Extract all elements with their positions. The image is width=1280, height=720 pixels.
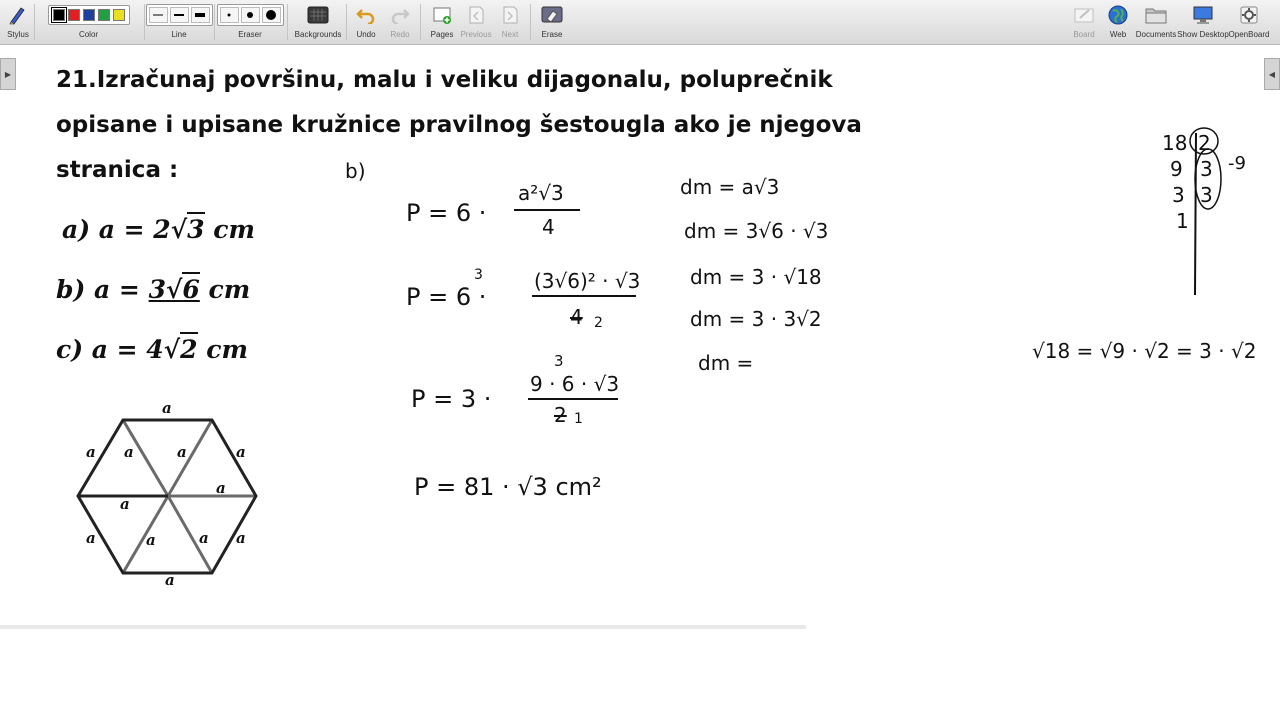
hex-label: a [165, 571, 175, 589]
openboard-button[interactable] [1230, 0, 1268, 44]
area-step-3-numerator: 9 · 6 · √3 [530, 372, 620, 396]
pages-label: Pages [430, 30, 454, 39]
area-step-3-lhs: P = 3 · [411, 385, 492, 413]
erase-label: Erase [541, 30, 563, 39]
eraser-large-button[interactable] [262, 7, 281, 23]
area-step-2-denominator-reduced: 2 [594, 315, 603, 331]
color-swatch[interactable] [98, 9, 110, 21]
web-label: Web [1109, 30, 1127, 39]
whiteboard-canvas[interactable] [0, 45, 1280, 720]
factor-prime: 3 [1200, 157, 1213, 181]
redo-button[interactable] [386, 0, 414, 44]
page-divider [0, 625, 806, 629]
backgrounds-button[interactable] [295, 0, 341, 44]
option-b: b) a = 3√6 cm [56, 275, 250, 304]
eraser-medium-button[interactable] [241, 7, 260, 23]
eraser-size-group[interactable] [220, 0, 280, 44]
area-step-2-denominator: 4 [570, 305, 583, 329]
color-palette[interactable] [39, 0, 138, 44]
openboard-label: OpenBoard [1228, 30, 1270, 39]
color-swatch[interactable] [53, 9, 65, 21]
factor-note: -9 [1228, 153, 1246, 174]
option-a: a) a = 2√3 cm [62, 215, 255, 244]
factor-prime: 3 [1200, 183, 1213, 207]
area-step-2-numerator: (3√6)² · √3 [534, 269, 641, 293]
next-page-icon [501, 5, 519, 25]
hex-label: a [236, 443, 246, 461]
add-page-icon [432, 5, 452, 25]
documents-button[interactable] [1136, 0, 1176, 44]
hexagon-diagram [72, 410, 268, 580]
undo-button[interactable] [352, 0, 380, 44]
eraser-small-button[interactable] [220, 7, 239, 23]
backgrounds-label: Backgrounds [294, 30, 342, 39]
line-thin-button[interactable] [149, 7, 168, 23]
line-medium-button[interactable] [170, 7, 189, 23]
dm-step-1: dm = a√3 [680, 175, 780, 199]
factor-number: 9 [1170, 157, 1183, 181]
left-arrow-icon: ▶ [4, 69, 12, 79]
show-desktop-button[interactable] [1177, 0, 1229, 44]
hex-label: a [216, 479, 226, 497]
previous-label: Previous [460, 30, 492, 39]
area-result: P = 81 · √3 cm² [414, 473, 602, 501]
eraser-label: Eraser [238, 30, 262, 39]
hex-label: a [124, 443, 134, 461]
show-desktop-label: Show Desktop [1177, 30, 1229, 39]
right-arrow-icon: ◀ [1268, 69, 1276, 79]
area-step-1-lhs: P = 6 · [406, 199, 487, 227]
stylus-button[interactable] [6, 0, 30, 44]
next-page-button[interactable] [497, 0, 523, 44]
hex-label: a [177, 443, 187, 461]
factor-prime: 2 [1198, 131, 1211, 155]
backgrounds-icon [307, 6, 329, 24]
hex-label: a [199, 529, 209, 547]
redo-label: Redo [390, 30, 410, 39]
problem-line-1: 21.Izračunaj površinu, malu i veliku dijagonalu, poluprečnik [56, 67, 833, 93]
color-swatch[interactable] [83, 9, 95, 21]
area-step-3-cancel-top: 3 [554, 352, 564, 370]
board-mode-button[interactable] [1070, 0, 1098, 44]
color-swatch[interactable] [68, 9, 80, 21]
hex-label: a [86, 529, 96, 547]
globe-icon [1108, 5, 1128, 25]
dm-step-4: dm = 3 · 3√2 [690, 307, 822, 331]
board-icon [1073, 5, 1095, 25]
web-button[interactable] [1104, 0, 1132, 44]
dm-step-5: dm = [698, 351, 754, 375]
factor-number: 3 [1172, 183, 1185, 207]
part-b-label: b) [345, 159, 366, 183]
folder-icon [1145, 6, 1167, 24]
hex-label: a [162, 399, 172, 417]
monitor-icon [1192, 5, 1214, 25]
problem-line-3: stranica : [56, 157, 179, 183]
undo-label: Undo [356, 30, 376, 39]
pages-button[interactable] [428, 0, 456, 44]
undo-icon [356, 6, 376, 24]
toolbar [0, 0, 1280, 45]
previous-page-icon [467, 5, 485, 25]
line-label: Line [171, 30, 187, 39]
stylus-label: Stylus [7, 30, 29, 39]
erase-button[interactable] [538, 0, 566, 44]
line-width-group[interactable] [150, 0, 208, 44]
previous-page-button[interactable] [460, 0, 492, 44]
hex-label: a [120, 495, 130, 513]
color-label: Color [78, 30, 99, 39]
color-swatch[interactable] [113, 9, 125, 21]
area-step-2-lhs: P = 6 · [406, 283, 487, 311]
area-step-1-numerator: a²√3 [518, 181, 564, 205]
hex-label: a [236, 529, 246, 547]
option-c: c) a = 4√2 cm [56, 335, 248, 364]
area-step-2-cancel-top: 3 [474, 267, 483, 283]
redo-icon [390, 6, 410, 24]
sqrt-simplification: √18 = √9 · √2 = 3 · √2 [1032, 339, 1257, 363]
hex-label: a [86, 443, 96, 461]
next-label: Next [501, 30, 519, 39]
board-label: Board [1073, 30, 1095, 39]
area-step-3-denominator: 2 [554, 403, 567, 427]
dm-step-3: dm = 3 · √18 [690, 265, 822, 289]
hex-label: a [146, 531, 156, 549]
erase-icon [541, 5, 563, 25]
factor-number: 1 [1176, 209, 1189, 233]
factor-number: 18 [1162, 131, 1188, 155]
dm-step-2: dm = 3√6 · √3 [684, 219, 829, 243]
gear-icon [1239, 5, 1259, 25]
stylus-icon [8, 5, 28, 25]
documents-label: Documents [1135, 30, 1177, 39]
area-step-1-denominator: 4 [542, 215, 555, 239]
problem-line-2: opisane i upisane kružnice pravilnog šestougla ako je njegova [56, 112, 862, 138]
line-thick-button[interactable] [191, 7, 210, 23]
area-step-3-denominator-reduced: 1 [574, 411, 583, 427]
